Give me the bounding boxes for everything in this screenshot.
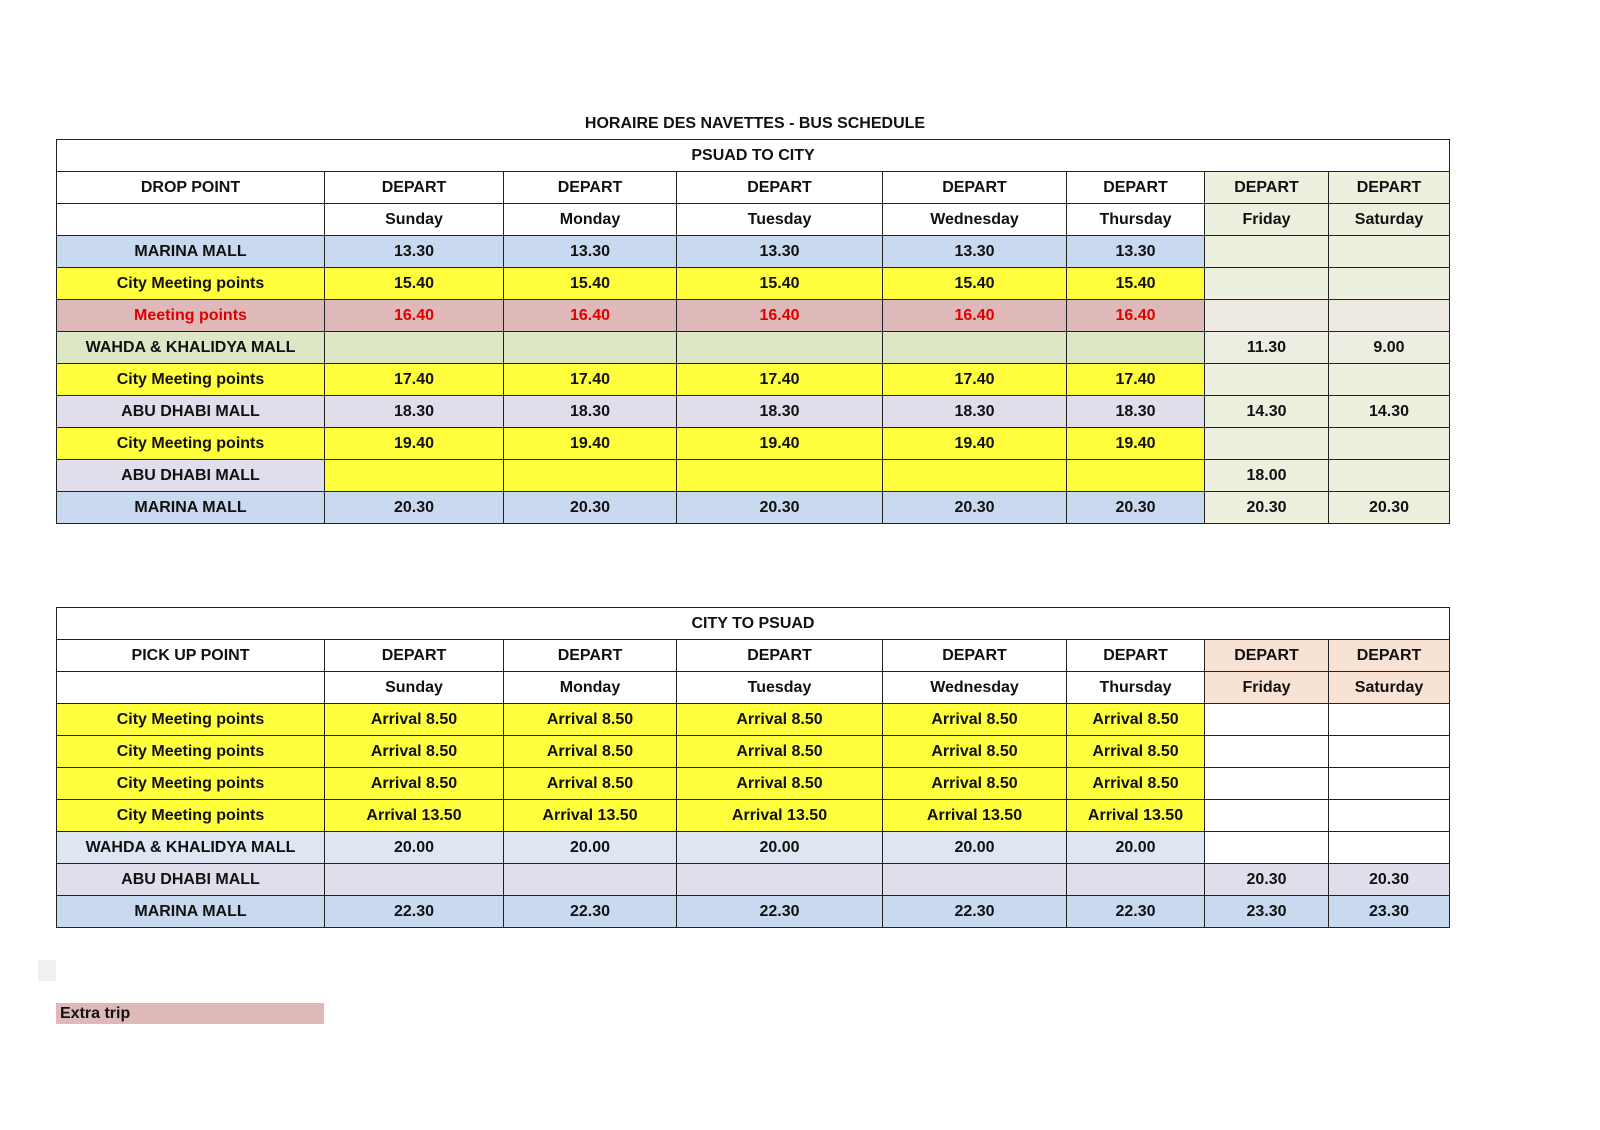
depart-header: DEPART: [1329, 640, 1450, 672]
time-cell: [1329, 800, 1450, 832]
time-cell: [1329, 300, 1450, 332]
empty-cell: [57, 672, 325, 704]
time-cell: Arrival 8.50: [325, 768, 504, 800]
table-row: [57, 428, 1450, 460]
day-header: Sunday: [325, 672, 504, 704]
depart-header: DEPART: [1329, 172, 1450, 204]
day-header: Tuesday: [677, 672, 883, 704]
table-row: [57, 268, 1450, 300]
time-cell: Arrival 13.50: [883, 800, 1067, 832]
day-header-row: [57, 204, 1450, 236]
time-cell: 16.40: [1067, 300, 1205, 332]
table-row: [57, 768, 1450, 800]
time-cell: [1329, 704, 1450, 736]
time-cell: [677, 332, 883, 364]
time-cell: [677, 864, 883, 896]
time-cell: 22.30: [504, 896, 677, 928]
time-cell: 15.40: [325, 268, 504, 300]
time-cell: 19.40: [883, 428, 1067, 460]
stop-name: City Meeting points: [57, 768, 325, 800]
time-cell: Arrival 8.50: [1067, 704, 1205, 736]
depart-header: DEPART: [504, 640, 677, 672]
time-cell: 11.30: [1205, 332, 1329, 364]
time-cell: [1067, 460, 1205, 492]
day-header-row: [57, 672, 1450, 704]
city-to-psuad-table: [56, 607, 1450, 928]
time-cell: 15.40: [504, 268, 677, 300]
day-header: Sunday: [325, 204, 504, 236]
time-cell: 16.40: [325, 300, 504, 332]
stop-name: City Meeting points: [57, 704, 325, 736]
depart-header: DEPART: [883, 172, 1067, 204]
time-cell: 17.40: [1067, 364, 1205, 396]
time-cell: [1329, 364, 1450, 396]
time-cell: 20.30: [883, 492, 1067, 524]
time-cell: 19.40: [325, 428, 504, 460]
time-cell: 13.30: [325, 236, 504, 268]
time-cell: [1329, 768, 1450, 800]
time-cell: 19.40: [504, 428, 677, 460]
time-cell: 23.30: [1329, 896, 1450, 928]
page-title: HORAIRE DES NAVETTES - BUS SCHEDULE: [584, 115, 926, 132]
time-cell: 13.30: [1067, 236, 1205, 268]
time-cell: 18.30: [677, 396, 883, 428]
time-cell: [883, 864, 1067, 896]
time-cell: [1329, 428, 1450, 460]
table-heading: CITY TO PSUAD: [57, 608, 1450, 640]
time-cell: [1205, 832, 1329, 864]
time-cell: [1205, 428, 1329, 460]
time-cell: Arrival 8.50: [883, 736, 1067, 768]
psuad-to-city-table: [56, 139, 1450, 524]
day-header: Monday: [504, 204, 677, 236]
time-cell: 15.40: [1067, 268, 1205, 300]
depart-header: DEPART: [1067, 172, 1205, 204]
table-row: [57, 832, 1450, 864]
table-row: [57, 332, 1450, 364]
time-cell: [1329, 832, 1450, 864]
time-cell: 20.00: [883, 832, 1067, 864]
table-row: [57, 300, 1450, 332]
time-cell: Arrival 8.50: [677, 768, 883, 800]
time-cell: 17.40: [677, 364, 883, 396]
time-cell: [883, 332, 1067, 364]
time-cell: [1329, 460, 1450, 492]
extra-trip-legend: Extra trip: [56, 1003, 324, 1024]
day-header: Wednesday: [883, 672, 1067, 704]
time-cell: Arrival 13.50: [1067, 800, 1205, 832]
time-cell: 18.00: [1205, 460, 1329, 492]
time-cell: Arrival 8.50: [325, 704, 504, 736]
time-cell: 16.40: [677, 300, 883, 332]
time-cell: 20.30: [1329, 864, 1450, 896]
time-cell: [1329, 236, 1450, 268]
table-row: [57, 492, 1450, 524]
time-cell: Arrival 8.50: [883, 704, 1067, 736]
time-cell: [1205, 236, 1329, 268]
day-header: Tuesday: [677, 204, 883, 236]
stop-name: MARINA MALL: [57, 896, 325, 928]
time-cell: [325, 864, 504, 896]
stop-name: ABU DHABI MALL: [57, 864, 325, 896]
time-cell: [1329, 268, 1450, 300]
time-cell: 20.30: [677, 492, 883, 524]
time-cell: 18.30: [325, 396, 504, 428]
day-header: Friday: [1205, 672, 1329, 704]
day-header: Thursday: [1067, 204, 1205, 236]
time-cell: Arrival 13.50: [325, 800, 504, 832]
stop-name: ABU DHABI MALL: [57, 396, 325, 428]
time-cell: 15.40: [883, 268, 1067, 300]
time-cell: 17.40: [883, 364, 1067, 396]
time-cell: 16.40: [883, 300, 1067, 332]
time-cell: [504, 864, 677, 896]
stop-name: WAHDA & KHALIDYA MALL: [57, 332, 325, 364]
time-cell: 20.30: [504, 492, 677, 524]
time-cell: [1067, 332, 1205, 364]
time-cell: [1205, 800, 1329, 832]
stop-name: City Meeting points: [57, 268, 325, 300]
stop-name: Meeting points: [57, 300, 325, 332]
point-label: PICK UP POINT: [57, 640, 325, 672]
time-cell: 20.30: [1329, 492, 1450, 524]
table-heading-row: [57, 608, 1450, 640]
time-cell: Arrival 13.50: [504, 800, 677, 832]
time-cell: 18.30: [504, 396, 677, 428]
time-cell: [883, 460, 1067, 492]
time-cell: Arrival 8.50: [1067, 768, 1205, 800]
depart-header: DEPART: [883, 640, 1067, 672]
table-row: [57, 396, 1450, 428]
depart-header: DEPART: [1067, 640, 1205, 672]
day-header: Thursday: [1067, 672, 1205, 704]
day-header: Monday: [504, 672, 677, 704]
depart-header: DEPART: [504, 172, 677, 204]
stop-name: MARINA MALL: [57, 492, 325, 524]
table-row: [57, 460, 1450, 492]
depart-header: DEPART: [1205, 640, 1329, 672]
time-cell: 17.40: [504, 364, 677, 396]
time-cell: 20.30: [325, 492, 504, 524]
time-cell: [677, 460, 883, 492]
time-cell: 20.00: [504, 832, 677, 864]
stop-name: MARINA MALL: [57, 236, 325, 268]
stop-name: City Meeting points: [57, 428, 325, 460]
time-cell: Arrival 8.50: [504, 736, 677, 768]
time-cell: Arrival 8.50: [504, 768, 677, 800]
time-cell: [1205, 768, 1329, 800]
time-cell: 18.30: [1067, 396, 1205, 428]
time-cell: [504, 460, 677, 492]
table-row: [57, 800, 1450, 832]
time-cell: 23.30: [1205, 896, 1329, 928]
depart-header: DEPART: [677, 640, 883, 672]
time-cell: 20.00: [1067, 832, 1205, 864]
time-cell: 19.40: [1067, 428, 1205, 460]
table-row: [57, 896, 1450, 928]
time-cell: 15.40: [677, 268, 883, 300]
time-cell: 22.30: [677, 896, 883, 928]
time-cell: Arrival 8.50: [677, 704, 883, 736]
empty-cell: [57, 204, 325, 236]
depart-header: DEPART: [677, 172, 883, 204]
time-cell: Arrival 8.50: [504, 704, 677, 736]
point-label: DROP POINT: [57, 172, 325, 204]
time-cell: 13.30: [677, 236, 883, 268]
time-cell: [1205, 268, 1329, 300]
time-cell: 17.40: [325, 364, 504, 396]
time-cell: 20.30: [1205, 864, 1329, 896]
stop-name: City Meeting points: [57, 736, 325, 768]
day-header: Saturday: [1329, 204, 1450, 236]
table-heading-row: [57, 140, 1450, 172]
time-cell: 20.30: [1205, 492, 1329, 524]
table-row: [57, 364, 1450, 396]
table-row: [57, 736, 1450, 768]
time-cell: 13.30: [504, 236, 677, 268]
table-row: [57, 864, 1450, 896]
time-cell: 13.30: [883, 236, 1067, 268]
time-cell: [1067, 864, 1205, 896]
table-row: [57, 704, 1450, 736]
time-cell: [1205, 704, 1329, 736]
stop-name: WAHDA & KHALIDYA MALL: [57, 832, 325, 864]
depart-header-row: [57, 640, 1450, 672]
stop-name: ABU DHABI MALL: [57, 460, 325, 492]
time-cell: 20.00: [677, 832, 883, 864]
time-cell: [1205, 736, 1329, 768]
day-header: Friday: [1205, 204, 1329, 236]
time-cell: 16.40: [504, 300, 677, 332]
day-header: Saturday: [1329, 672, 1450, 704]
time-cell: 20.30: [1067, 492, 1205, 524]
time-cell: [325, 332, 504, 364]
time-cell: 22.30: [325, 896, 504, 928]
time-cell: [1329, 736, 1450, 768]
time-cell: [1205, 300, 1329, 332]
time-cell: 20.00: [325, 832, 504, 864]
time-cell: 22.30: [883, 896, 1067, 928]
time-cell: 18.30: [883, 396, 1067, 428]
day-header: Wednesday: [883, 204, 1067, 236]
time-cell: Arrival 13.50: [677, 800, 883, 832]
depart-header-row: [57, 172, 1450, 204]
time-cell: 14.30: [1205, 396, 1329, 428]
time-cell: [504, 332, 677, 364]
time-cell: 14.30: [1329, 396, 1450, 428]
time-cell: 22.30: [1067, 896, 1205, 928]
stop-name: City Meeting points: [57, 364, 325, 396]
time-cell: [325, 460, 504, 492]
depart-header: DEPART: [325, 640, 504, 672]
time-cell: [1205, 364, 1329, 396]
time-cell: Arrival 8.50: [325, 736, 504, 768]
time-cell: 19.40: [677, 428, 883, 460]
time-cell: 9.00: [1329, 332, 1450, 364]
table-row: [57, 236, 1450, 268]
depart-header: DEPART: [325, 172, 504, 204]
depart-header: DEPART: [1205, 172, 1329, 204]
stop-name: City Meeting points: [57, 800, 325, 832]
time-cell: Arrival 8.50: [677, 736, 883, 768]
time-cell: Arrival 8.50: [883, 768, 1067, 800]
time-cell: Arrival 8.50: [1067, 736, 1205, 768]
table-heading: PSUAD TO CITY: [57, 140, 1450, 172]
legend-blank-swatch: [38, 960, 56, 981]
